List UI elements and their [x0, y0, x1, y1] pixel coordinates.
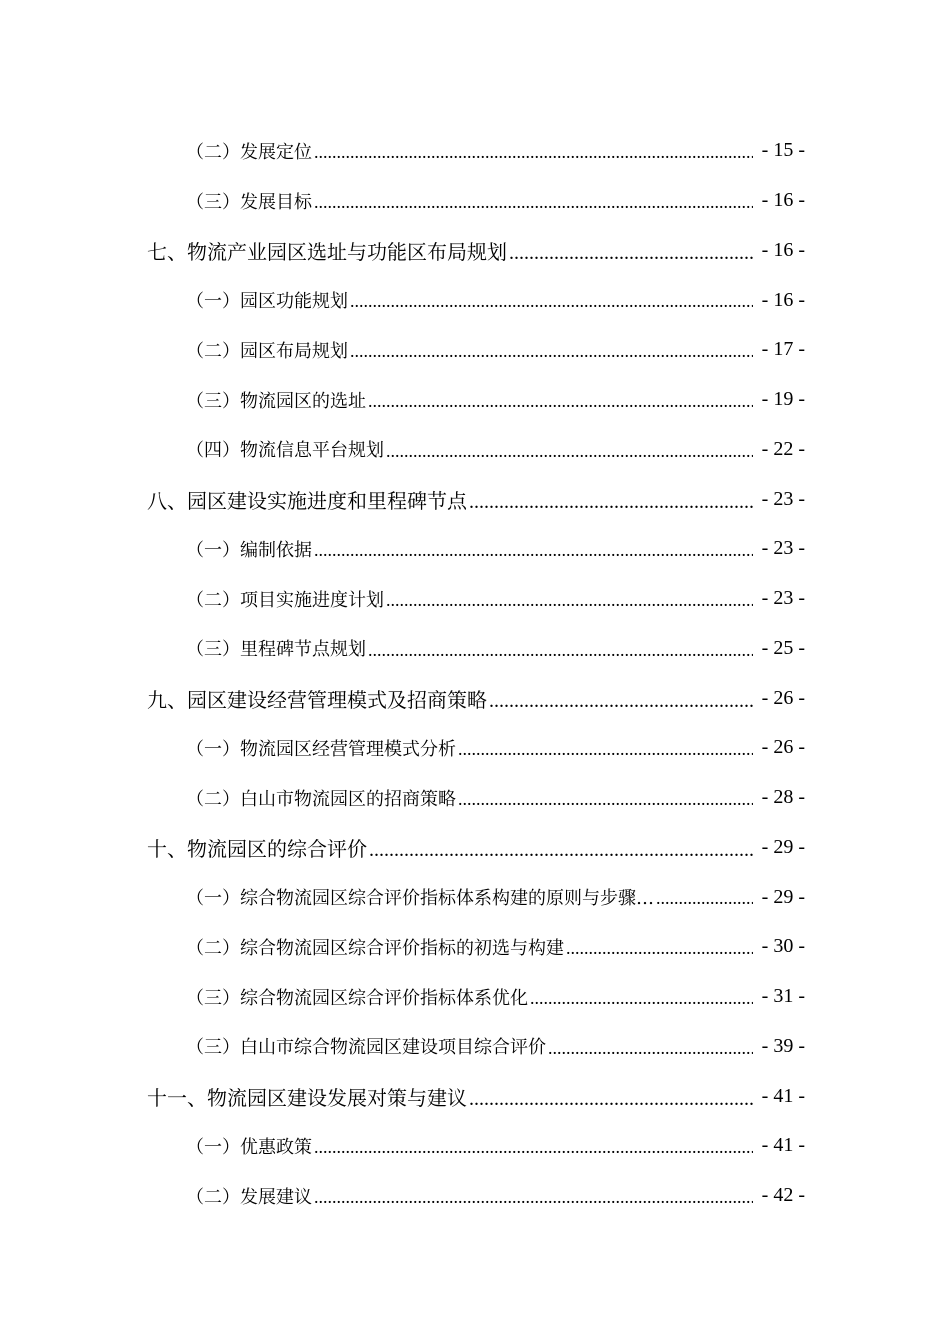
- toc-entry-page: - 39 -: [761, 1034, 805, 1057]
- toc-dot-leader: [489, 688, 753, 712]
- toc-entry[interactable]: [0, 922, 950, 972]
- toc-entry-page: - 41 -: [761, 1084, 805, 1107]
- toc-dot-leader: [314, 1137, 753, 1159]
- toc-dot-leader: [458, 739, 753, 761]
- toc-dot-leader: [350, 291, 753, 313]
- toc-entry[interactable]: [0, 325, 950, 375]
- table-of-contents: [0, 126, 950, 1221]
- toc-dot-leader: [314, 142, 753, 164]
- toc-dot-leader: [386, 590, 753, 612]
- toc-entry[interactable]: [0, 574, 950, 624]
- toc-entry-title: （二）发展定位: [186, 141, 312, 163]
- toc-entry-page: - 29 -: [761, 885, 805, 908]
- toc-dot-leader: [509, 240, 753, 264]
- toc-entry-page: - 16 -: [761, 288, 805, 311]
- toc-chapter-entry[interactable]: [0, 474, 950, 524]
- toc-entry[interactable]: [0, 1022, 950, 1072]
- toc-entry-page: - 23 -: [761, 487, 805, 510]
- toc-chapter-title: 七、物流产业园区选址与功能区布局规划: [147, 239, 507, 264]
- toc-entry[interactable]: [0, 624, 950, 674]
- toc-entry-title: （三）白山市综合物流园区建设项目综合评价: [186, 1037, 546, 1059]
- toc-dot-leader: [548, 1038, 753, 1060]
- toc-entry-page: - 25 -: [761, 636, 805, 659]
- toc-entry-page: - 30 -: [761, 935, 805, 958]
- toc-entry-page: - 31 -: [761, 985, 805, 1008]
- toc-entry-title: （一）园区功能规划: [186, 291, 348, 313]
- toc-entry-title: （二）发展建议: [186, 1186, 312, 1208]
- toc-entry-page: - 16 -: [761, 238, 805, 261]
- toc-dot-leader: [566, 938, 753, 960]
- toc-chapter-title: 八、园区建设实施进度和里程碑节点: [147, 488, 467, 513]
- toc-dot-leader: [530, 988, 753, 1010]
- toc-dot-leader: [386, 441, 753, 463]
- toc-entry-page: - 23 -: [761, 587, 805, 610]
- toc-entry[interactable]: [0, 972, 950, 1022]
- toc-entry-title: （三）综合物流园区综合评价指标体系优化: [186, 987, 528, 1009]
- toc-entry-title: （一）物流园区经营管理模式分析: [186, 738, 456, 760]
- toc-dot-leader: [314, 1187, 753, 1209]
- toc-entry-page: - 42 -: [761, 1184, 805, 1207]
- toc-chapter-entry[interactable]: [0, 823, 950, 873]
- toc-entry-title: （二）园区布局规划: [186, 340, 348, 362]
- toc-chapter-title: 十一、物流园区建设发展对策与建议: [147, 1085, 467, 1110]
- toc-entry[interactable]: [0, 723, 950, 773]
- toc-entry[interactable]: [0, 425, 950, 475]
- toc-chapter-entry[interactable]: [0, 1071, 950, 1121]
- toc-entry-page: - 29 -: [761, 835, 805, 858]
- toc-chapter-title: 十、物流园区的综合评价: [147, 836, 367, 861]
- toc-dot-leader: [314, 540, 753, 562]
- toc-entry-title: （二）项目实施进度计划: [186, 589, 384, 611]
- toc-chapter-entry[interactable]: [0, 673, 950, 723]
- toc-entry-title: （三）物流园区的选址: [186, 390, 366, 412]
- toc-entry[interactable]: [0, 524, 950, 574]
- toc-entry-page: - 26 -: [761, 736, 805, 759]
- toc-entry-title: （一）编制依据: [186, 539, 312, 561]
- toc-entry[interactable]: [0, 1171, 950, 1221]
- toc-entry[interactable]: [0, 375, 950, 425]
- toc-entry[interactable]: [0, 126, 950, 176]
- toc-entry-page: - 23 -: [761, 537, 805, 560]
- toc-entry-title: （三）里程碑节点规划: [186, 639, 366, 661]
- toc-entry[interactable]: [0, 872, 950, 922]
- toc-entry[interactable]: [0, 773, 950, 823]
- toc-entry-title: （二）综合物流园区综合评价指标的初选与构建: [186, 937, 564, 959]
- toc-entry-page: - 17 -: [761, 338, 805, 361]
- toc-entry[interactable]: [0, 1121, 950, 1171]
- toc-entry-page: - 19 -: [761, 388, 805, 411]
- toc-entry-title: （一）优惠政策: [186, 1136, 312, 1158]
- toc-entry-title: （一）综合物流园区综合评价指标体系构建的原则与步骤…: [186, 888, 654, 910]
- toc-dot-leader: [368, 640, 753, 662]
- toc-entry-page: - 26 -: [761, 686, 805, 709]
- toc-chapter-entry[interactable]: [0, 226, 950, 276]
- toc-chapter-title: 九、园区建设经营管理模式及招商策略: [147, 687, 487, 712]
- toc-dot-leader: [469, 489, 753, 513]
- toc-entry-page: - 16 -: [761, 189, 805, 212]
- toc-entry[interactable]: [0, 176, 950, 226]
- toc-dot-leader: [369, 837, 753, 861]
- toc-entry-page: - 28 -: [761, 786, 805, 809]
- toc-entry[interactable]: [0, 275, 950, 325]
- toc-dot-leader: [368, 391, 753, 413]
- toc-dot-leader: [458, 789, 753, 811]
- toc-entry-title: （三）发展目标: [186, 191, 312, 213]
- toc-entry-page: - 22 -: [761, 437, 805, 460]
- toc-dot-leader: [656, 888, 753, 910]
- toc-dot-leader: [350, 341, 753, 363]
- toc-dot-leader: [469, 1086, 753, 1110]
- toc-entry-page: - 41 -: [761, 1134, 805, 1157]
- toc-entry-title: （二）白山市物流园区的招商策略: [186, 788, 456, 810]
- toc-dot-leader: [314, 192, 753, 214]
- toc-entry-page: - 15 -: [761, 139, 805, 162]
- toc-entry-title: （四）物流信息平台规划: [186, 440, 384, 462]
